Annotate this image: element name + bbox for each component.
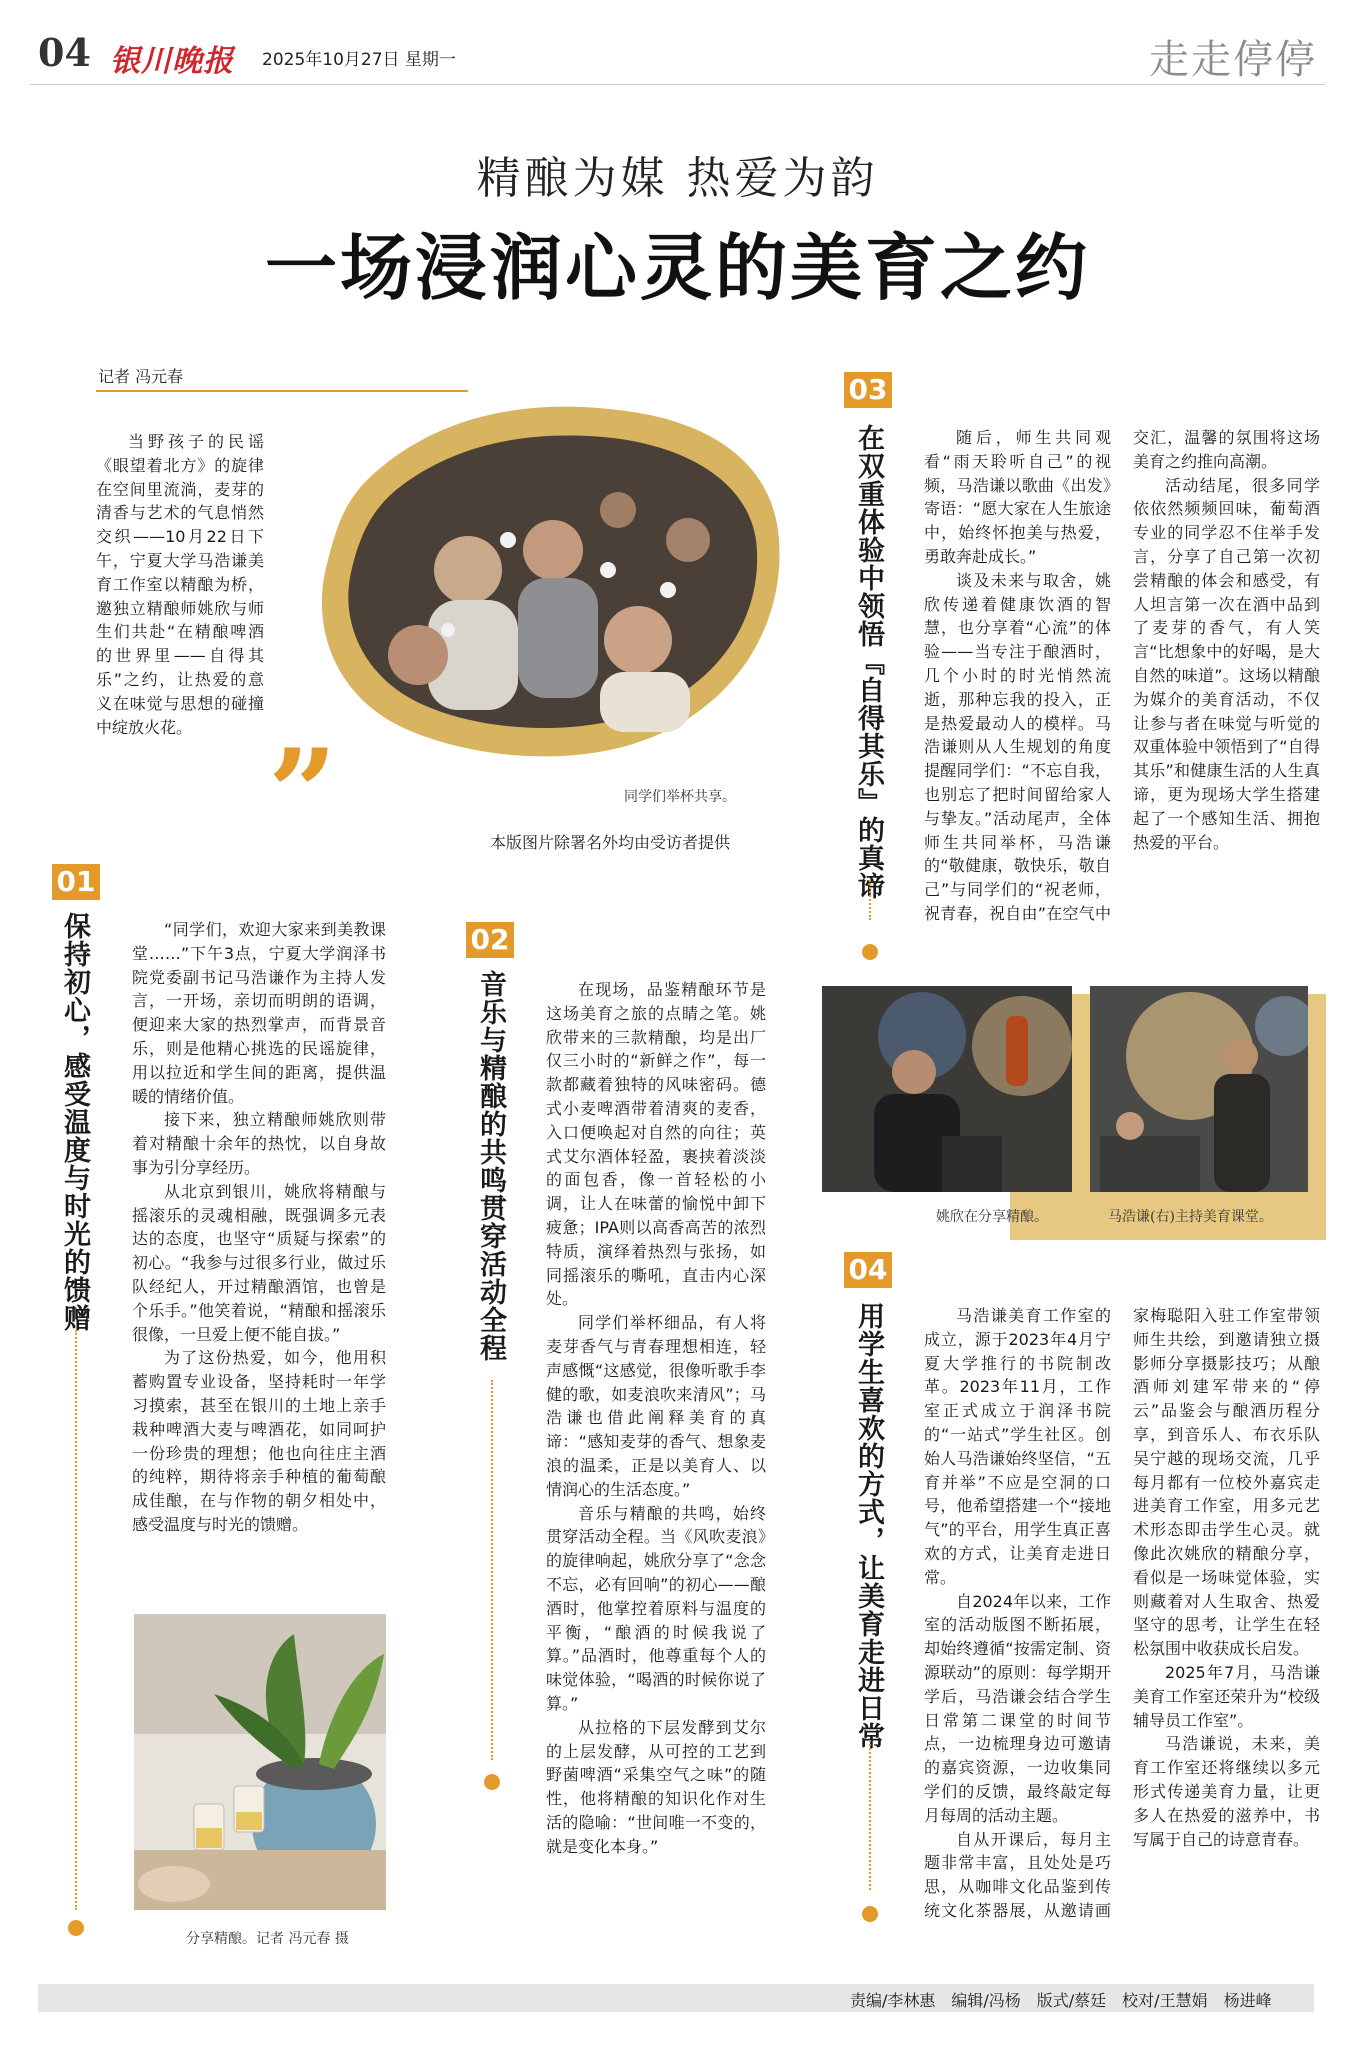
section-02-paragraph: 音乐与精酿的共鸣，始终贯穿活动全程。当《风吹麦浪》的旋律响起，姚欣分享了“念念不忘，必有回响”的初心——酿酒时，他掌控着原料与温度的平衡，“酿酒的时候我说了算。”品酒时，他尊重每个人的味觉体验，“喝酒的时候你说了算。” (546, 1503, 766, 1713)
section-04-body (924, 1304, 1320, 1944)
section-04-paragraph: 马浩谦美育工作室的成立，源于2023年4月宁夏大学推行的书院制改革。2023年11月，工作室正式成立于润泽书院的“一站式”学生社区。创始人马浩谦始终坚信，“五育并举”不应是空洞的口号，他希望搭建一个“接地气”的平台，用学生真正喜欢的方式，让美育走进日常。 (924, 1306, 1111, 1587)
section-03-paragraph: 随后，师生共同观看“雨天聆听自己”的视频，马浩谦以歌曲《出发》寄语：“愿大家在人生旅途中，始终怀抱美与热爱，勇敢奔赴成长。” (924, 428, 1111, 566)
page-number: 04 (38, 30, 91, 75)
section-04-dot (862, 1906, 878, 1922)
crowd-person (434, 536, 502, 604)
section-02-body (546, 978, 766, 1858)
byline: 记者 冯元春 (98, 367, 184, 386)
crowd-person (388, 625, 448, 685)
beer-bottle (1006, 1016, 1028, 1086)
section-04-number: 04 (844, 1252, 892, 1288)
header-rule (30, 84, 1325, 85)
section-03-number: 03 (844, 372, 892, 408)
ma-photo-caption: 马浩谦(右)主持美育课堂。 (1108, 1209, 1273, 1225)
section-03-paragraph: 谈及未来与取舍，姚欣传递着健康饮酒的智慧，也分享着“心流”的体验——当专注于酿酒时，几个小时的时光悄然流逝，那种忘我的投入，正是热爱最动人的模样。马浩谦则从人生规划的角度提醒同学们：“不忘自我，也别忘了把时间留给家人与挚友。”活动尾声，全体师生共同举杯，马浩谦的“敬健康，敬快乐，敬自己”与同学们的“祝老师，祝青春，祝自由”在空气中交汇，温馨的氛围将这场美育之约推向高潮。 (924, 428, 1320, 923)
section-04-paragraph: 自2024年以来，工作室的活动版图不断拓展，却始终遵循“按需定制、资源联动”的原则：每学期开学后，马浩谦会结合学生日常第二课堂的时间节点，一边梳理身边可邀请的嘉宾资源，一边收集同学们的反馈，最终敲定每月每周的活动主题。 (924, 1591, 1111, 1825)
section-01-body (132, 918, 386, 1537)
section-03-dot (862, 944, 878, 960)
headline-title: 一场浸润心灵的美育之约 (264, 226, 1090, 310)
section-01-paragraph: 从北京到银川，姚欣将精酿与摇滚乐的灵魂相融，既强调多元表达的态度，也坚守“质疑与探索”的初心。“我参与过很多行业，做过乐队经纪人，开过精酿酒馆，也曾是个乐手。”他笑着说，“精酿和摇滚乐很像，一旦爱上便不能自拔。” (132, 1181, 386, 1344)
section-04-paragraph: 马浩谦说，未来，美育工作室还将继续以多元形式传递美育力量，让更多人在热爱的滋养中，书写属于自己的诗意青春。 (1133, 1734, 1320, 1849)
newspaper-logo: 银川晚报 (110, 44, 234, 79)
crowd-person (604, 606, 672, 674)
plant-photo (134, 1614, 386, 1910)
headline-kicker: 精酿为媒 热爱为韵 (476, 153, 879, 204)
section-01-paragraph: 为了这份热爱，如今，他用积蓄购置专业设备，坚持耗时一年学习摸索，甚至在银川的土地上亲手栽种啤酒大麦与啤酒花，如同呵护一份珍贵的理想；他也向往庄主酒的纯粹，期待将亲手种植的葡萄酿成佳酿，在与作物的朝夕相处中，感受温度与时光的馈赠。 (132, 1348, 386, 1534)
yao-head (892, 1050, 936, 1094)
main-photo (318, 400, 788, 772)
raised-cup (660, 582, 676, 598)
section-02-number: 02 (466, 922, 514, 958)
yao-photo (822, 986, 1072, 1192)
section-03-dotted-line (869, 880, 871, 920)
section-01-dot (68, 1920, 84, 1936)
footer-credits: 责编/李林惠 编辑/冯杨 版式/蔡廷 校对/王慧娟 杨进峰 (850, 1991, 1272, 2010)
section-04-paragraph: 2025年7月，马浩谦美育工作室还荣升为“校级辅导员工作室”。 (1133, 1662, 1320, 1730)
raised-cup (441, 623, 455, 637)
section-name: 走走停停 (1149, 37, 1317, 83)
lead-paragraph: 当野孩子的民谣《眼望着北方》的旋律在空间里流淌，麦芽的清香与艺术的气息悄然交织——10月22日下午，宁夏大学马浩谦美育工作室以精酿为桥，邀独立精酿师姚欣与师生们共赴“在精酿啤酒的世界里——自得其乐”之约，让热爱的意义在味觉与思想的碰撞中绽放火花。 (96, 432, 264, 737)
crowd-person (518, 578, 598, 698)
section-02-title: 音乐与精酿的共鸣贯穿活动全程 (475, 970, 506, 1362)
section-02-paragraph: 同学们举杯细品，有人将麦芽香气与青春理想相连，轻声感慨“这感觉，很像听歌手李健的歌，如麦浪吹来清风”；马浩谦也借此阐释美育的真谛：“感知麦芽的香气、想象麦浪的温柔，正是以美育人、以情润心的生活态度。” (546, 1313, 766, 1499)
yao-photo-caption: 姚欣在分享精酿。 (936, 1209, 1048, 1225)
section-02-paragraph: 在现场，品鉴精酿环节是这场美育之旅的点睛之笔。姚欣带来的三款精酿，均是出厂仅三小时的“新鲜之作”，每一款都藏着独特的风味密码。德式小麦啤酒带着清爽的麦香，入口便唤起对自然的向往；英式艾尔酒体轻盈，裹挟着淡淡的面包香，像一首轻松的小调，让人在味蕾的愉悦中卸下疲惫；IPA则以高香高苦的浓烈特质，演绎着热烈与张扬，如同摇滚乐的嘶吼，直击内心深处。 (546, 980, 766, 1309)
byline-rule (96, 390, 468, 392)
page-header (0, 0, 1355, 90)
main-photo-caption: 同学们举杯共享。 (624, 789, 736, 805)
section-03-body (924, 426, 1320, 936)
section-04-paragraph: 自从开课后，每月主题非常丰富，且处处是巧思，从咖啡文化品鉴到传统文化茶器展，从邀请画家梅聪阳入驻工作室带领师生共绘，到邀请独立摄影师分享摄影技巧；从酿酒师刘建军带来的“停云”品鉴会与酿酒历程分享，到音乐人、布衣乐队吴宁越的现场交流，几乎每月都有一位校外嘉宾走进美育工作室，用多元艺术形态即击学生心灵。就像此次姚欣的精酿分享，看似是一场味觉体验，实则藏着对人生取舍、热爱坚守的思考，让学生在轻松氛围中收获成长启发。 (924, 1306, 1320, 1920)
section-02-dot (484, 1774, 500, 1790)
section-02-dotted-line (491, 1380, 493, 1760)
section-01-paragraph: “同学们，欢迎大家来到美教课堂……”下午3点，宁夏大学润泽书院党委副书记马浩谦作为主持人发言，一开场，亲切而明朗的语调，便迎来大家的热烈掌声，而背景音乐，则是他精心挑选的民谣旋律，用以拉近和学生间的距离，提供温暖的情绪价值。 (132, 920, 386, 1106)
ma-head (1222, 1038, 1258, 1074)
crowd-person (600, 492, 636, 528)
section-02-paragraph: 从拉格的下层发酵到艾尔的上层发酵，从可控的工艺到野菌啤酒“采集空气之味”的随性，他将精酿的知识化作对生活的隐喻：“世间唯一不变的，就是变化本身。” (546, 1717, 766, 1856)
crowd-person (600, 672, 690, 732)
section-01-number: 01 (52, 864, 100, 900)
section-03-title: 在双重体验中领悟『自得其乐』的真谛 (853, 424, 884, 900)
section-04-dotted-line (869, 1740, 871, 1890)
section-04-title: 用学生喜欢的方式，让美育走进日常 (853, 1302, 884, 1750)
raised-cup (600, 562, 616, 578)
issue-date: 2025年10月27日 星期一 (262, 50, 456, 70)
section-03-paragraph: 活动结尾，很多同学依依然频频回味，葡萄酒专业的同学忍不住举手发言，分享了自己第一次初尝精酿的体会和感受，有人坦言第一次在酒中品到了麦芽的香气，有人笑言“比想象中的好喝，是大自然的味道”。这场以精酿为媒介的美育活动，不仅让参与者在味觉与听觉的双重体验中领悟到了“自得其乐”和健康生活的人生真谛，更为现场大学生搭建起了一个感知生活、拥抱热爱的平台。 (1133, 475, 1320, 852)
section-01-paragraph: 接下来，独立精酿师姚欣则带着对精酿十余年的热忱，以自身故事为引分享经历。 (132, 1110, 386, 1177)
crowd-person (523, 520, 583, 580)
photo-credit-note: 本版图片除署名外均由受访者提供 (490, 833, 731, 852)
section-01-title: 保持初心，感受温度与时光的馈赠 (59, 912, 90, 1332)
crowd-person (666, 518, 710, 562)
section-01-dotted-line (75, 1330, 77, 1910)
ma-photo (1090, 986, 1308, 1192)
ma-body (1214, 1074, 1270, 1192)
plant-photo-caption: 分享精酿。记者 冯元春 摄 (186, 1931, 349, 1947)
quote-mark-icon: ” (268, 723, 338, 864)
raised-cup (500, 532, 516, 548)
